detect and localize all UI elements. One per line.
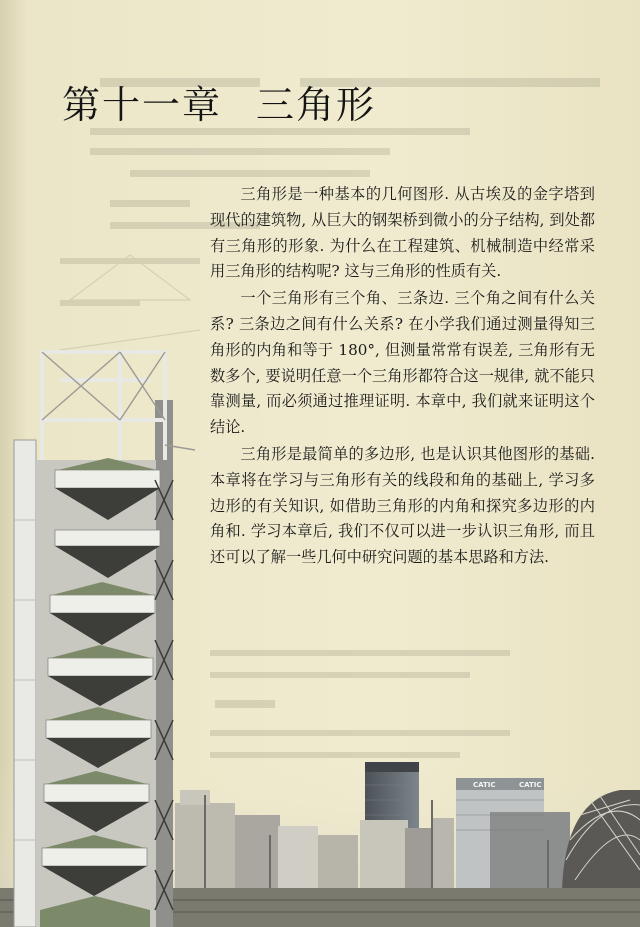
chapter-title: 三角形: [256, 83, 377, 127]
paragraph: 一个三角形有三个角、三条边. 三个角之间有什么关系? 三条边之间有什么关系? 在小学我们通过测量得知三角形的内角和等于 180°, 但测量常常有误差, 三角形有无数多个, 要说明任意一个三角形都符合这一规律, 就不能只靠测量, 而必须通过推理证明. 本章中, 我们就来证明这个结论.: [210, 289, 595, 437]
building-sign: CATIC: [473, 781, 496, 789]
paragraph: 三角形是一种基本的几何图形. 从古埃及的金字塔到现代的建筑物, 从巨大的钢架桥到微小的分子结构, 到处都有三角形的形象. 为什么在工程建筑、机械制造中经常采用三角形的结构呢? 这与三角形的性质有关.: [210, 185, 595, 281]
lattice-tower: [14, 350, 195, 927]
chapter-number: 第十一章: [62, 83, 223, 127]
building-sign: CATIC: [519, 781, 542, 789]
paragraph: 三角形是最简单的多边形, 也是认识其他图形的基础. 本章将在学习与三角形有关的线段和角的基础上, 学习多边形的有关知识, 如借助三角形的内角和探究多边形的内角和. 学习本章后, 我们不仅可以进一步认识三角形, 而且还可以了解一些几何中研究问题的基本思路和方法.: [210, 444, 595, 567]
